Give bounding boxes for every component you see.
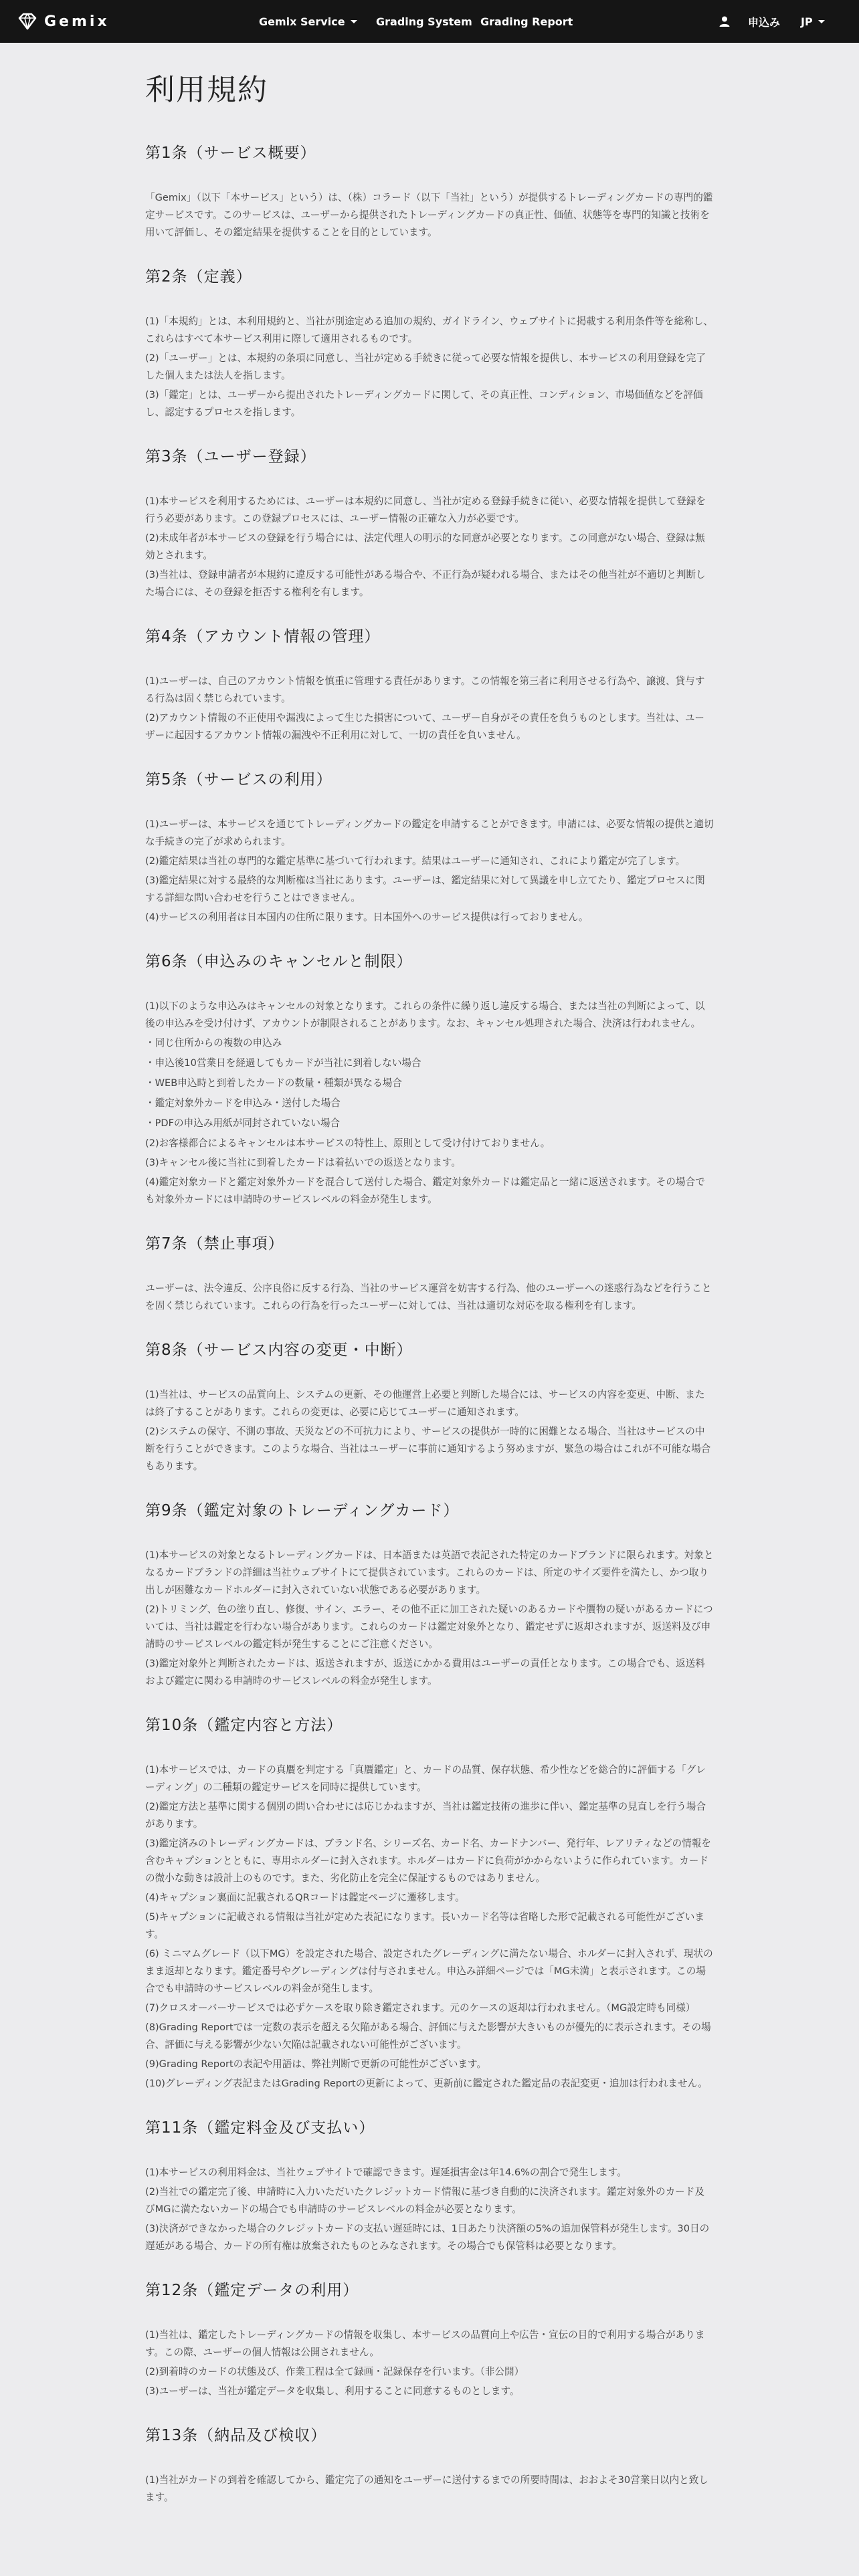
article-title: 第4条（アカウント情報の管理） <box>145 628 381 645</box>
article-11 <box>145 2115 714 2255</box>
nav-gemix-service[interactable] <box>259 15 357 28</box>
article-paragraph: (3)キャンセル後に当社に到着したカードは着払いでの返送となります。 <box>145 1157 461 1168</box>
nav-grading-system-label: Grading System <box>376 15 472 28</box>
article-paragraph: (2)未成年者が本サービスの登録を行う場合には、法定代理人の明示的な同意が必要となります。この同意がない場合、登録は無効とされます。 <box>145 532 705 561</box>
article-10 <box>145 1713 714 2092</box>
article-13 <box>145 2423 714 2506</box>
article-paragraph: (1)以下のような申込みはキャンセルの対象となります。これらの条件に繰り返し違反する場合、または当社の判断によって、以後の申込みを受け付けず、アカウントが制限されることがあります。なお、キャンセル処理された場合、決済は行われません。 <box>145 1000 705 1029</box>
article-paragraph: (4)サービスの利用者は日本国内の住所に限ります。日本国外へのサービス提供は行っておりません。 <box>145 911 589 923</box>
terms-page <box>145 43 714 2529</box>
article-paragraph: (6) ミニマムグレード（以下MG）を設定された場合、設定されたグレーディングに満たない場合、ホルダーに封入されず、現状のまま返却となります。鑑定番号やグレーディングは付与されません。申込み詳細ページでは「MG未満」と表示されます。この場合でも申請時のサービスレベルの料金が発生します。 <box>145 1948 713 1994</box>
article-title: 第12条（鑑定データの利用） <box>145 2282 359 2299</box>
article-paragraph: 「Gemix」（以下「本サービス」という）は、（株）コラード（以下「当社」という）が提供するトレーディングカードの専門的鑑定サービスです。このサービスは、ユーザーから提供されたトレーディングカードの真正性、価値、状態等を専門的知識と技術を用いて評価し、その鑑定結果を提供することを目的としています。 <box>145 192 713 238</box>
article-list <box>145 1035 714 1132</box>
article-paragraph: (3)鑑定済みのトレーディングカードは、ブランド名、シリーズ名、カード名、カードナンバー、発行年、レアリティなどの情報を含むキャプションとともに、専用ホルダーに封入されます。ホルダーはカードに負荷がかからないように作られています。カードの微小な動きは設計上のものです。また、劣化防止を完全に保証するものではありません。 <box>145 1838 711 1884</box>
article-paragraph: (2)鑑定方法と基準に関する個別の問い合わせには応じかねますが、当社は鑑定技術の進歩に伴い、鑑定基準の見直しを行う場合があります。 <box>145 1801 706 1830</box>
language-selector[interactable] <box>801 15 825 28</box>
article-paragraph: (2)当社での鑑定完了後、申請時に入力いただいたクレジットカード情報に基づき自動的に決済されます。鑑定対象外のカード及びMGに満たないカードの場合でも申請時のサービスレベルの料金が必要となります。 <box>145 2186 704 2215</box>
list-item: ・ 鑑定対象外カードを申込み・送付した場合 <box>145 1095 714 1112</box>
article-paragraph: (2)鑑定結果は当社の専門的な鑑定基準に基づいて行われます。結果はユーザーに通知され、これにより鑑定が完了します。 <box>145 855 686 867</box>
list-item: ・ WEB申込時と到着したカードの数量・種類が異なる場合 <box>145 1075 714 1092</box>
article-paragraph: (1)本サービスでは、カードの真贋を判定する「真贋鑑定」と、カードの品質、保存状態、希少性などを総合的に評価する「グレーディング」の二種類の鑑定サービスを同時に提供しています。 <box>145 1764 706 1793</box>
article-paragraph: (2)到着時のカードの状態及び、作業工程は全て録画・記録保存を行います。（非公開） <box>145 2366 524 2377</box>
nav-gemix-service-label: Gemix Service <box>259 15 345 28</box>
article-paragraph: (3)「鑑定」とは、ユーザーから提出されたトレーディングカードに関して、その真正性、コンディション、市場価値などを評価し、認定するプロセスを指します。 <box>145 389 703 418</box>
article-paragraph: (1)本サービスを利用するためには、ユーザーは本規約に同意し、当社が定める登録手続きに従い、必要な情報を提供して登録を行う必要があります。この登録プロセスには、ユーザー情報の正確な入力が必要です。 <box>145 496 706 524</box>
article-paragraph: (2)「ユーザー」とは、本規約の条項に同意し、当社が定める手続きに従って必要な情報を提供し、本サービスの利用登録を完了した個人または法人を指します。 <box>145 352 706 381</box>
gemix-gem-icon <box>17 13 37 30</box>
chevron-down-icon <box>351 20 357 23</box>
article-title: 第1条（サービス概要） <box>145 144 316 162</box>
article-paragraph: (1)本サービスの対象となるトレーディングカードは、日本語または英語で表記された特定のカードブランドに限られます。対象となるカードブランドの詳細は当社ウェブサイトにて提供されています。これらのカードは、所定のサイズ要件を満たし、かつ取り出しが困難なカードホルダーに封入されていない状態である必要があります。 <box>145 1549 714 1596</box>
article-paragraph: (2)システムの保守、不測の事故、天災などの不可抗力により、サービスの提供が一時的に困難となる場合、当社はサービスの中断を行うことができます。このような場合、当社はユーザーに事前に通知するよう努めますが、緊急の場合はこれが不可能な場合もあります。 <box>145 1426 711 1472</box>
article-9 <box>145 1498 714 1690</box>
user-icon[interactable] <box>719 15 731 27</box>
article-title: 第11条（鑑定料金及び支払い） <box>145 2119 375 2137</box>
article-paragraph: (1)本サービスの利用料金は、当社ウェブサイトで確認できます。遅延損害金は年14.6%の割合で発生します。 <box>145 2167 627 2178</box>
article-title: 第5条（サービスの利用） <box>145 771 332 788</box>
nav-grading-report-label: Grading Report <box>480 15 573 28</box>
article-paragraph: (4)鑑定対象カードと鑑定対象外カードを混合して送付した場合、鑑定対象外カードは鑑定品と一緒に返送されます。その場合でも対象外カードには申請時のサービスレベルの料金が発生します。 <box>145 1176 705 1205</box>
article-paragraph: (3)ユーザーは、当社が鑑定データを収集し、利用することに同意するものとします。 <box>145 2385 520 2397</box>
logo-text: Gemix <box>44 13 110 30</box>
apply-button[interactable]: 申込み <box>748 15 781 29</box>
article-paragraph: (2)アカウント情報の不正使用や漏洩によって生じた損害について、ユーザー自身がその責任を負うものとします。当社は、ユーザーに起因するアカウント情報の漏洩や不正利用に対して、一切の責任を負いません。 <box>145 712 705 741</box>
article-4 <box>145 624 714 744</box>
list-item: ・ 同じ住所からの複数の申込み <box>145 1035 714 1052</box>
page-title: 利用規約 <box>145 73 268 107</box>
article-title: 第13条（納品及び検収） <box>145 2427 327 2444</box>
article-paragraph: (3)鑑定対象外と判断されたカードは、返送されますが、返送にかかる費用はユーザーの責任となります。この場合でも、返送料および鑑定に関わる申請時のサービスレベルの料金が発生します。 <box>145 1658 705 1687</box>
article-title: 第7条（禁止事項） <box>145 1235 284 1253</box>
gemix-logo[interactable] <box>17 11 110 32</box>
article-8 <box>145 1337 714 1475</box>
article-2 <box>145 264 714 421</box>
article-paragraph: (5)キャプションに記載される情報は当社が定めた表記になります。長いカード名等は省略した形で記載される可能性がございます。 <box>145 1911 704 1940</box>
article-paragraph: (1)「本規約」とは、本利用規約と、当社が別途定める追加の規約、ガイドライン、ウェブサイトに掲載する利用条件等を総称し、これらはすべて本サービス利用に際して適用されるものです。 <box>145 316 713 344</box>
article-title: 第2条（定義） <box>145 268 252 286</box>
article-6 <box>145 949 714 1208</box>
article-title: 第8条（サービス内容の変更・中断） <box>145 1341 413 1359</box>
article-3 <box>145 444 714 601</box>
article-paragraph: (8)Grading Reportでは一定数の表示を超える欠陥がある場合、評価に与えた影響が大きいものが優先的に表示されます。その場合、評価に与える影響が少ない欠陥は記載されない可能性がございます。 <box>145 2022 711 2050</box>
article-paragraph: (3)当社は、登録申請者が本規約に違反する可能性がある場合や、不正行為が疑われる場合、またはその他当社が不適切と判断した場合には、その登録を拒否する権利を有します。 <box>145 569 706 598</box>
list-item: ・ PDFの申込み用紙が同封されていない場合 <box>145 1115 714 1132</box>
article-paragraph: (2)お客様都合によるキャンセルは本サービスの特性上、原則として受け付けておりません。 <box>145 1138 551 1149</box>
article-title: 第3条（ユーザー登録） <box>145 448 316 465</box>
article-paragraph: (2)トリミング、色の塗り直し、修復、サイン、エラー、その他不正に加工された疑いのあるカードや贋物の疑いがあるカードについては、当社は鑑定を行わない場合があります。これらのカードは鑑定対象外となり、鑑定せずに返却されますが、返送料及び申請時のサービスレベルの鑑定料が発生することにご注意ください。 <box>145 1604 713 1650</box>
article-title: 第10条（鑑定内容と方法） <box>145 1717 343 1734</box>
article-paragraph: (3)決済ができなかった場合のクレジットカードの支払い遅延時には、1日あたり決済額の5%の追加保管料が発生します。30日の遅延がある場合、カードの所有権は放棄されたものとみなされます。その場合でも保管料は必要となります。 <box>145 2223 710 2252</box>
article-paragraph: (1)ユーザーは、自己のアカウント情報を慎重に管理する責任があります。この情報を第三者に利用させる行為や、譲渡、貸与する行為は固く禁じられています。 <box>145 675 705 704</box>
article-1 <box>145 140 714 241</box>
article-title: 第6条（申込みのキャンセルと制限） <box>145 953 413 970</box>
nav-grading-system[interactable] <box>376 15 472 28</box>
article-5 <box>145 767 714 926</box>
article-paragraph: (1)ユーザーは、本サービスを通じてトレーディングカードの鑑定を申請することができます。申請には、必要な情報の提供と適切な手続きの完了が求められます。 <box>145 819 714 847</box>
article-12 <box>145 2278 714 2400</box>
list-item: ・ 申込後10営業日を経過してもカードが当社に到着しない場合 <box>145 1055 714 1072</box>
article-7 <box>145 1231 714 1315</box>
article-title: 第9条（鑑定対象のトレーディングカード） <box>145 1502 460 1519</box>
articles-container <box>145 140 714 2506</box>
article-paragraph: (1)当社は、鑑定したトレーディングカードの情報を収集し、本サービスの品質向上や広告・宣伝の目的で利用する場合があります。この際、ユーザーの個人情報は公開されません。 <box>145 2329 705 2358</box>
article-paragraph: (4)キャプション裏面に記載されるQRコードは鑑定ページに遷移します。 <box>145 1892 465 1903</box>
nav-grading-report[interactable] <box>480 15 573 28</box>
language-label: JP <box>801 15 813 28</box>
article-paragraph: (9)Grading Reportの表記や用語は、弊社判断で更新の可能性がございます。 <box>145 2058 487 2070</box>
article-paragraph: (7)クロスオーバーサービスでは必ずケースを取り除き鑑定されます。元のケースの返却は行われません。（MG設定時も同様） <box>145 2002 696 2014</box>
article-paragraph: (10)グレーディング表記またはGrading Reportの更新によって、更新前に鑑定された鑑定品の表記変更・追加は行われません。 <box>145 2078 708 2089</box>
article-paragraph: (3)鑑定結果に対する最終的な判断権は当社にあります。ユーザーは、鑑定結果に対して異議を申し立てたり、鑑定プロセスに関する詳細な問い合わせを行うことはできません。 <box>145 875 705 903</box>
top-navbar <box>0 0 859 43</box>
article-paragraph: ユーザーは、法令違反、公序良俗に反する行為、当社のサービス運営を妨害する行為、他のユーザーへの迷惑行為などを行うことを固く禁じられています。これらの行為を行ったユーザーに対しては、当社は適切な対応を取る権利を有します。 <box>145 1283 712 1311</box>
article-paragraph: (1)当社は、サービスの品質向上、システムの更新、その他運営上必要と判断した場合には、サービスの内容を変更、中断、または終了することがあります。これらの変更は、必要に応じてユーザーに通知されます。 <box>145 1389 705 1418</box>
chevron-down-icon <box>818 20 825 23</box>
article-paragraph: (1)当社がカードの到着を確認してから、鑑定完了の通知をユーザーに送付するまでの所要時間は、おおよそ30営業日以内と致します。 <box>145 2474 708 2503</box>
